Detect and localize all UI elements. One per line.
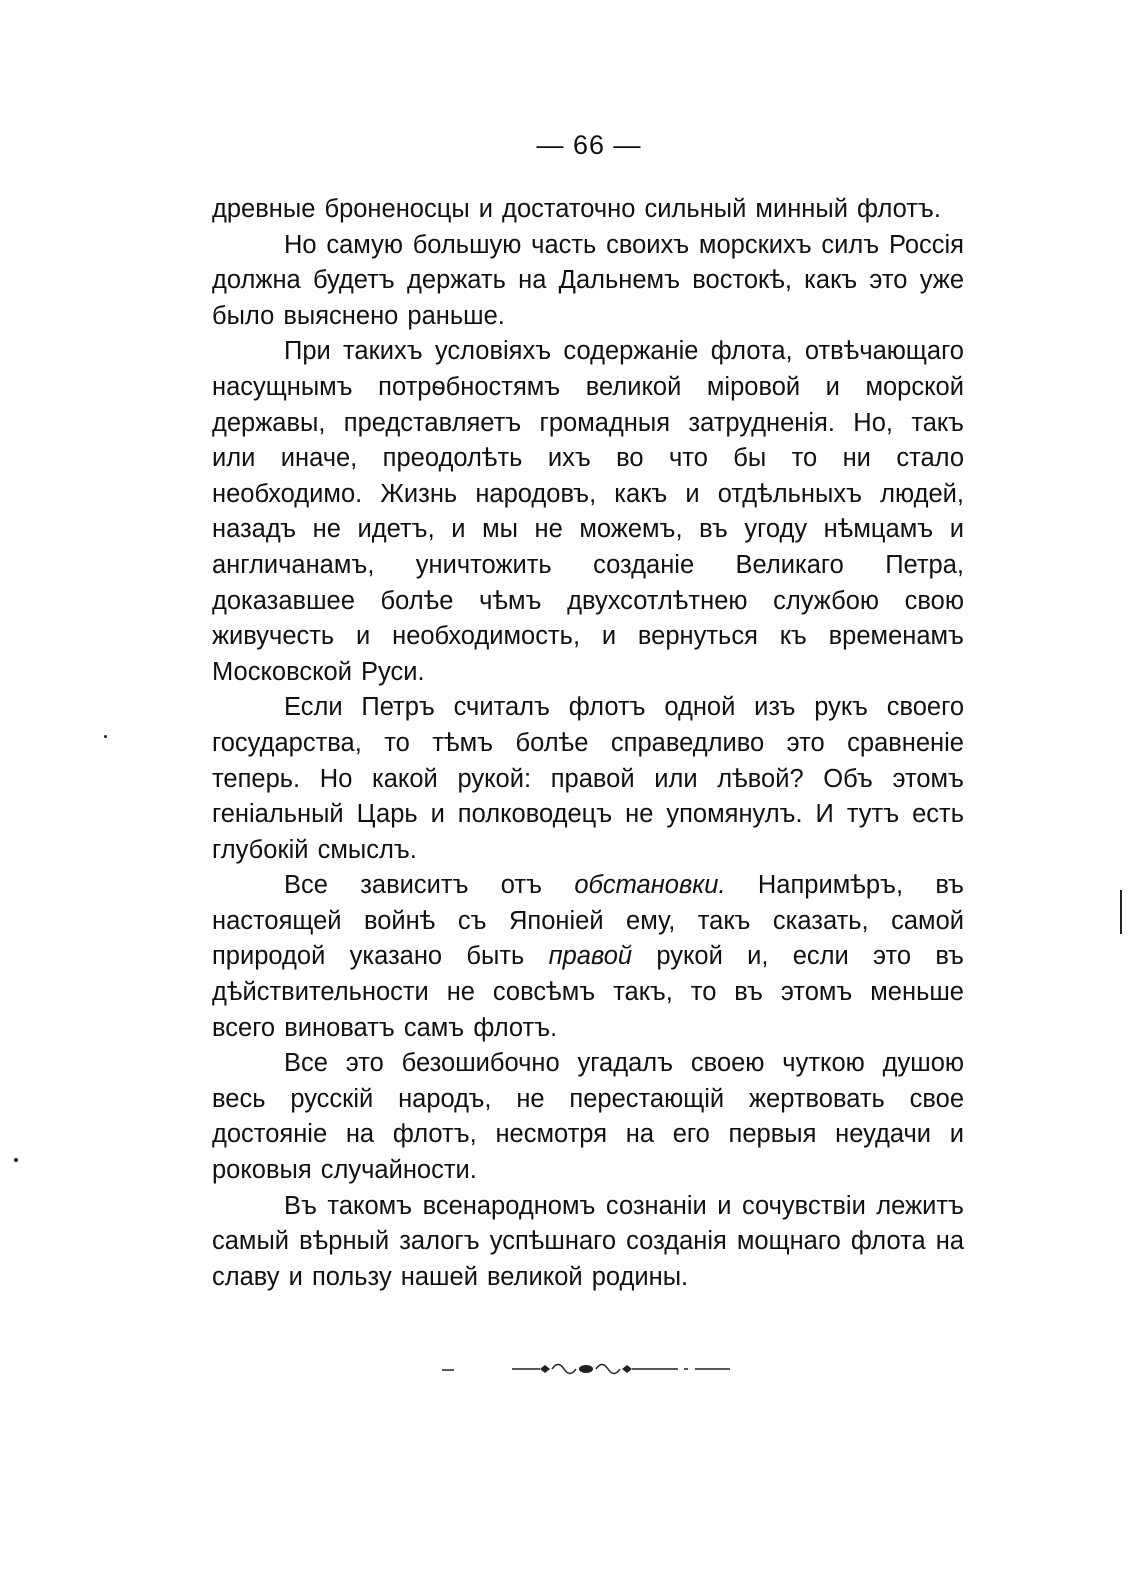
paragraph-5-part-2: Напримѣръ, въ настоящей войнѣ съ Японіей ему, такъ сказать, самой природой указано быть — [212, 871, 964, 971]
end-ornament-icon — [440, 1362, 740, 1376]
paragraph-5-part-1: Все зависитъ отъ — [284, 871, 575, 900]
print-speck — [104, 735, 107, 738]
paragraph-1: древные броненосцы и достаточно сильный минный флотъ. — [212, 195, 941, 223]
paragraph-3: При такихъ условіяхъ содержаніе флота, отвѣчающаго насущнымъ потрѳбностямъ великой міровой и морской державы, представляетъ громадныя затрудненія. Но, такъ или иначе, преодолѣть ихъ во что бы то ни стало необходимо. Жизнь народовъ, какъ и отдѣльныхъ людей, назадъ не идетъ, и мы не можемъ, въ угоду нѣмцамъ и англичанамъ, уничтожить созданіе Великаго Петра, доказавшее болѣе чѣмъ двухсотлѣтнею службою свою живучесть и необходимость, и вернуться къ временамъ Московской Руси. — [212, 337, 964, 686]
print-speck — [14, 1158, 18, 1162]
paragraph-6: Все это безошибочно угадалъ своею чуткою душою весь русскій народъ, не перестающій жертвовать свое достояніе на флотъ, несмотря на его первыя неудачи и роковыя случайности. — [212, 1049, 964, 1185]
paragraph-2: Но самую большую часть своихъ морскихъ силъ Россія должна будетъ держать на Дальнемъ востокѣ, какъ это уже было выяснено раньше. — [212, 230, 964, 330]
body-text — [212, 192, 964, 1295]
page-number: — 66 — — [536, 130, 642, 160]
paragraph-7: Въ такомъ всенародномъ сознаніи и сочувствіи лежитъ самый вѣрный залогъ успѣшнаго созданія мощнаго флота на славу и пользу нашей великой родины. — [212, 1191, 964, 1291]
margin-mark — [1120, 890, 1122, 934]
italic-word-obstanovki: обстановки. — [574, 871, 726, 900]
paragraph-4: Если Петръ считалъ флотъ одной изъ рукъ своего государства, то тѣмъ болѣе справедливо это сравненіе теперь. Но какой рукой: правой или лѣвой? Объ этомъ геніальный Царь и полководецъ не упомянулъ. И тутъ есть глубокій смыслъ. — [212, 693, 964, 864]
paragraph-5-part-3: рукой и, если это въ дѣйствительности не совсѣмъ такъ, то въ этомъ меньше всего виноватъ самъ флотъ. — [212, 942, 964, 1042]
paragraph-5 — [212, 868, 964, 1046]
italic-word-pravoi: правой — [548, 942, 633, 971]
